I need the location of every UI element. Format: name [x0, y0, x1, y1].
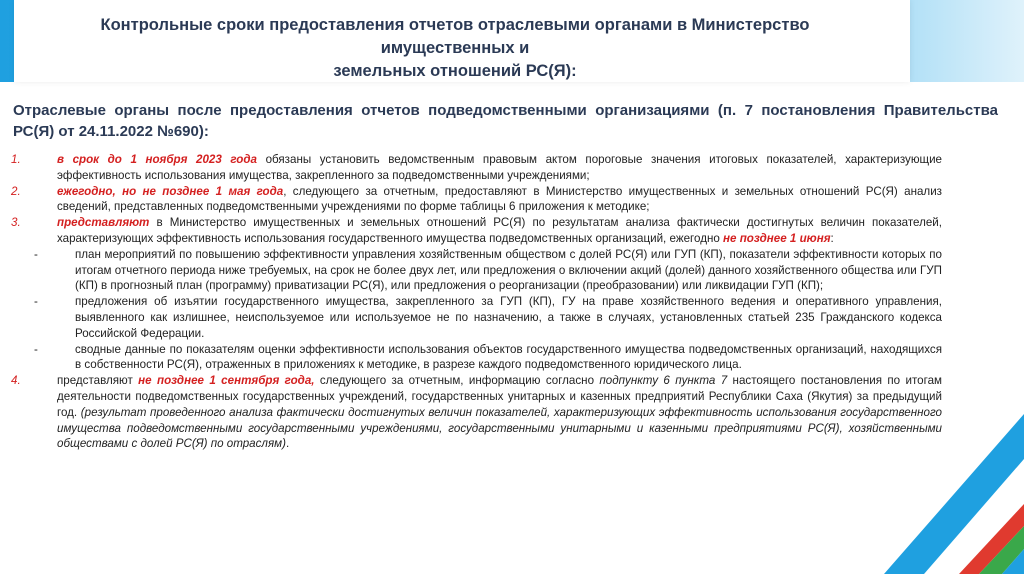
item-text: представляют	[57, 374, 139, 388]
body-text	[11, 152, 943, 452]
bullet-dash: -	[34, 295, 38, 309]
deadline-highlight: в срок до 1 ноября 2023 года	[57, 153, 257, 166]
deadline-highlight: представляют	[57, 216, 150, 230]
title-line-1: Контрольные сроки предоставления отчетов отраслевыми органами в Министерство имущественных и	[100, 16, 810, 57]
bullet-text: предложения об изъятии государственного имущества, закрепленного за ГУП (КП), ГУ на праве хозяйственного ведения и оперативного управления, выявленного как излишнее, неиспользуемое или используемое не по назначению, а также в случаях, установленных статьей 235 Гражданского кодекса Российской Федерации.	[75, 295, 942, 340]
item-number: 4.	[11, 374, 21, 388]
list-item-4	[11, 373, 943, 452]
list-item-1	[11, 152, 942, 184]
item-number: 1.	[11, 153, 21, 166]
bullet-item	[34, 342, 942, 374]
deadline-highlight: не позднее 1 сентября года,	[138, 374, 315, 388]
intro-heading: Отраслевые органы после предоставления отчетов подведомственными организациями (п. 7 постановления Правительства РС(Я) от 24.11.2022 №690):	[13, 102, 998, 140]
item-number: 2.	[11, 184, 21, 198]
item-text: в Министерство имущественных и земельных отношений РС(Я) по результатам анализа фактически достигнутых величин показателей, характеризующих эффективность использования государственного имущества подведомственных организаций, ежегодно	[57, 216, 942, 245]
item-number: 3.	[11, 216, 21, 230]
note-text: (результат проведенного анализа фактически достигнутых величин показателей, характеризующих эффективность использования государственного имущества подведомственными государственными учреждениями, государственными унитарными и казенными предприятиями РС(Я), хозяйственными обществами с долей РС(Я) по отраслям)	[57, 405, 943, 451]
bullet-item	[34, 247, 942, 294]
item-text: обязаны установить ведомственным правовым актом пороговые значения итоговых показателей, характеризующие эффективность использования имущества, закрепленного за подведомственными учреждениями;	[57, 153, 942, 182]
bullet-item	[34, 294, 942, 341]
list-item-3	[11, 215, 942, 247]
list-item-2	[11, 184, 942, 216]
bullet-text: сводные данные по показателям оценки эффективности использования объектов государственного имущества подведомственных организаций, находящихся в собственности РС(Я), отраженных в приложениях к методике, в разрезе каждого подведомственного юридического лица.	[75, 342, 942, 372]
item-text: настоящего постановления по итогам деятельности подведомственных государственных учреждений, государственных унитарных и казенных предприятий Республики Саха (Якутия) за предыдущий год.	[57, 374, 942, 419]
bullet-dash: -	[34, 342, 38, 356]
title-line-2: земельных отношений РС(Я):	[333, 62, 577, 80]
bullet-text: план мероприятий по повышению эффективности управления хозяйственным обществом с долей РС(Я) или ГУП (КП), показатели эффективности которых по итогам отчетного периода ниже требуемых, на срок не более двух лет, или предложения о включении акций (долей) данного хозяйственного общества или ГУП (КП) в прогнозный план (программу) приватизации РС(Я), или предложения о реорганизации (преобразовании) или ликвидации ГУП (КП);	[75, 247, 942, 293]
decorative-stripes	[874, 404, 1024, 574]
bullet-dash: -	[34, 247, 38, 261]
reference-text: подпункту 6 пункта 7	[599, 374, 728, 388]
item-end: .	[285, 437, 290, 451]
item-text: , следующего за отчетным, предоставляют в Министерство имущественных и земельных отношений РС(Я) анализ сведений, представленных подведомственными учреждениями по форме таблицы 6 приложения к методике;	[57, 184, 942, 214]
deadline-highlight: ежегодно, но не позднее 1 мая года	[57, 184, 284, 198]
header-bar	[0, 0, 1024, 82]
deadline-highlight: не позднее 1 июня	[723, 231, 831, 245]
page-title	[40, 14, 870, 83]
item-text: следующего за отчетным, информацию согласно	[314, 374, 600, 388]
item-text-tail: :	[830, 231, 834, 245]
